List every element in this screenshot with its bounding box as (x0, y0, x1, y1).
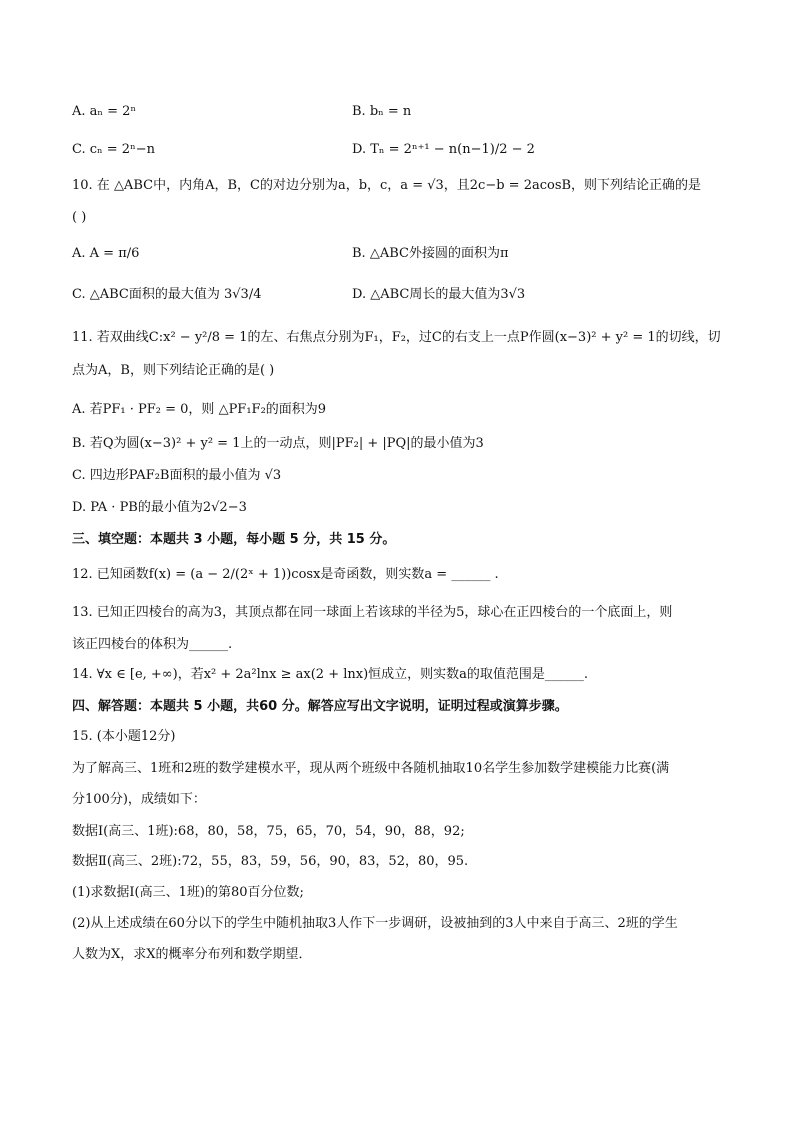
question-15-data-2: 数据Ⅱ(高三、2班):72，55，83，59，56，90，83，52，80，95. (72, 854, 469, 869)
question-13-line-2: 该正四棱台的体积为______. (72, 637, 233, 652)
question-15-title: 15. (本小题12分) (72, 729, 176, 744)
option-10c: C. △ABC面积的最大值为 3√3/4 (72, 287, 262, 302)
question-10-stem: 10. 在 △ABC中，内角A，B，C的对边分别为a，b，c，a = √3，且2c−b = 2acosB，则下列结论正确的是 (72, 178, 702, 193)
question-13-line-1: 13. 已知正四棱台的高为3，其顶点都在同一球面上若该球的半径为5，球心在正四棱台的一个底面上，则 (72, 605, 673, 620)
question-11-stem: 11. 若双曲线C:x² − y²/8 = 1的左、右焦点分别为F₁，F₂，过C的右支上一点P作圆(x−3)² + y² = 1的切线，切 (72, 330, 721, 345)
question-10-stem-2: ( ) (72, 210, 87, 225)
question-15-sub-1: (1)求数据Ⅰ(高三、1班)的第80百分位数; (72, 885, 304, 900)
section-3-heading: 三、填空题：本题共 3 小题，每小题 5 分，共 15 分。 (72, 532, 396, 547)
option-10a: A. A = π/6 (72, 246, 140, 261)
question-15-para-2: 分100分)，成绩如下： (72, 792, 206, 807)
question-15-sub-2: (2)从上述成绩在60分以下的学生中随机抽取3人作下一步调研，设被抽到的3人中来自于高三、2班的学生 (72, 916, 678, 931)
question-12: 12. 已知函数f(x) = (a − 2/(2ˣ + 1))cosx是奇函数，则实数a = ______ . (72, 567, 499, 582)
option-10d: D. △ABC周长的最大值为3√3 (352, 287, 526, 302)
section-4-heading: 四、解答题：本题共 5 小题，共60 分。解答应写出文字说明，证明过程或演算步骤。 (72, 699, 568, 714)
option-9b: B. bₙ = n (352, 104, 412, 119)
question-15-para-1: 为了解高三、1班和2班的数学建模水平，现从两个班级中各随机抽取10名学生参加数学建模能力比赛(满 (72, 761, 670, 776)
option-9c: C. cₙ = 2ⁿ−n (72, 142, 155, 157)
option-11a: A. 若PF₁ · PF₂ = 0，则 △PF₁F₂的面积为9 (72, 402, 327, 417)
option-11c: C. 四边形PAF₂B面积的最小值为 √3 (72, 468, 282, 483)
question-15-sub-2-cont: 人数为X，求X的概率分布列和数学期望． (72, 947, 312, 962)
question-14: 14. ∀x ∈ [e, +∞)，若x² + 2a²lnx ≥ ax(2 + lnx)恒成立，则实数a的取值范围是______. (72, 667, 589, 682)
option-11b: B. 若Q为圆(x−3)² + y² = 1上的一动点，则|PF₂| + |PQ|的最小值为3 (72, 436, 484, 451)
question-11-stem-2: 点为A，B，则下列结论正确的是( ) (72, 363, 275, 378)
option-9a: A. aₙ = 2ⁿ (72, 104, 137, 119)
option-10b: B. △ABC外接圆的面积为π (352, 246, 509, 261)
question-15-data-1: 数据Ⅰ(高三、1班):68，80，58，75，65，70，54，90，88，92; (72, 824, 465, 839)
option-9d: D. Tₙ = 2ⁿ⁺¹ − n(n−1)/2 − 2 (352, 142, 535, 157)
option-11d: D. PA · PB的最小值为2√2−3 (72, 500, 247, 515)
